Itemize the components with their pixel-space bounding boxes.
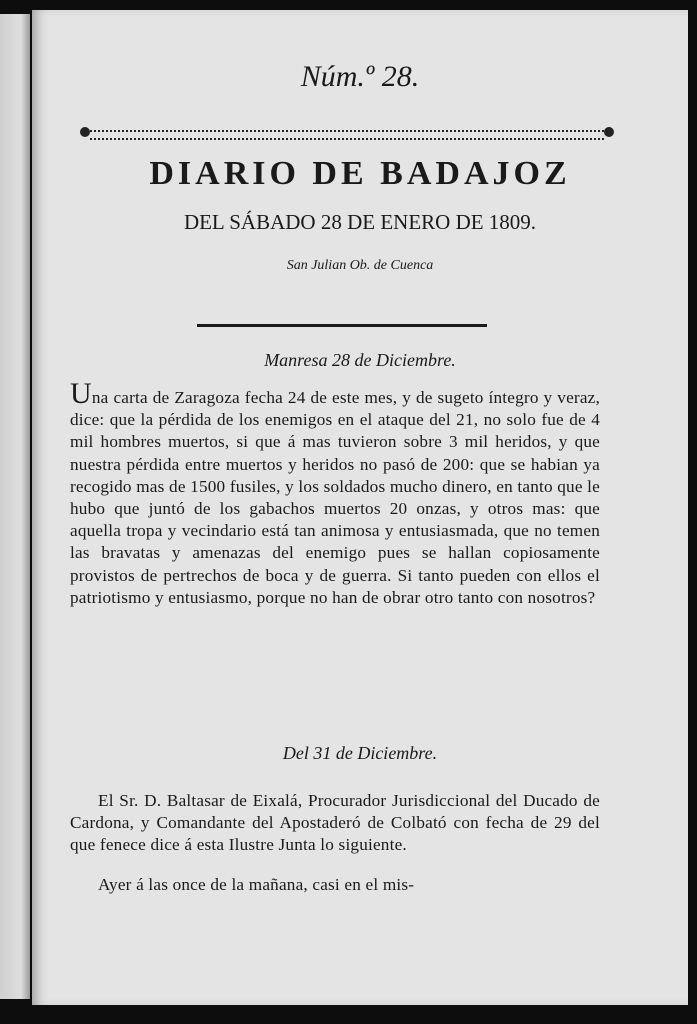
article-paragraph-2: El Sr. D. Baltasar de Eixalá, Procurador Jurisdiccional del Ducado de Cardona, y Comandante del Apostaderó de Colbató con fecha de 29 del que fenece dice á esta Ilustre Junta lo siguiente.: [70, 791, 600, 855]
facing-page-edge: [0, 14, 30, 999]
article-paragraph-1: [70, 377, 600, 609]
dateline: DEL SÁBADO 28 DE ENERO DE 1809.: [183, 210, 537, 234]
ornamental-rule: [90, 130, 604, 140]
issue-number: Núm.º 28.: [300, 60, 420, 93]
newspaper-title: DIARIO DE BADAJOZ: [149, 155, 571, 192]
section-heading-dec-31: Del 31 de Diciembre.: [282, 743, 438, 763]
section-heading-manresa: Manresa 28 de Diciembre.: [264, 350, 456, 370]
drop-cap: U: [70, 377, 92, 410]
article-paragraph-3: Ayer á las once de la mañana, casi en el mis-: [98, 875, 415, 894]
section-divider: [197, 324, 487, 327]
article-paragraph-1-text: na carta de Zaragoza fecha 24 de este mes, y de sugeto íntegro y veraz, dice: que la pérdida de los enemigos en el ataque del 21, no solo fue de 4 mil hombres muertos, si que á mas tuvieron sobre 3 mil heridos, y que nuestra pérdida entre muertos y heridos no pasó de 200: que se habian ya recogido mas de 1500 fusiles, y los soldados mucho dinero, en tanto que le hubo que juntó de los gabachos muertos 20 onzas, y otros mas: que aquella tropa y vecindario está tan animosa y entusiasmada, que no temen las bravatas y amenazas del enemigo pues se hallan copiosamente provistos de pertrechos de boca y de guerra. Si tanto pueden con ellos el patriotismo y entusiasmo, porque no han de obrar otro tanto con nosotros?: [70, 388, 600, 607]
document-page: [32, 10, 688, 1005]
rule-ornament-left: [80, 127, 90, 137]
saint-of-day: San Julian Ob. de Cuenca: [286, 258, 434, 273]
rule-ornament-right: [604, 127, 614, 137]
